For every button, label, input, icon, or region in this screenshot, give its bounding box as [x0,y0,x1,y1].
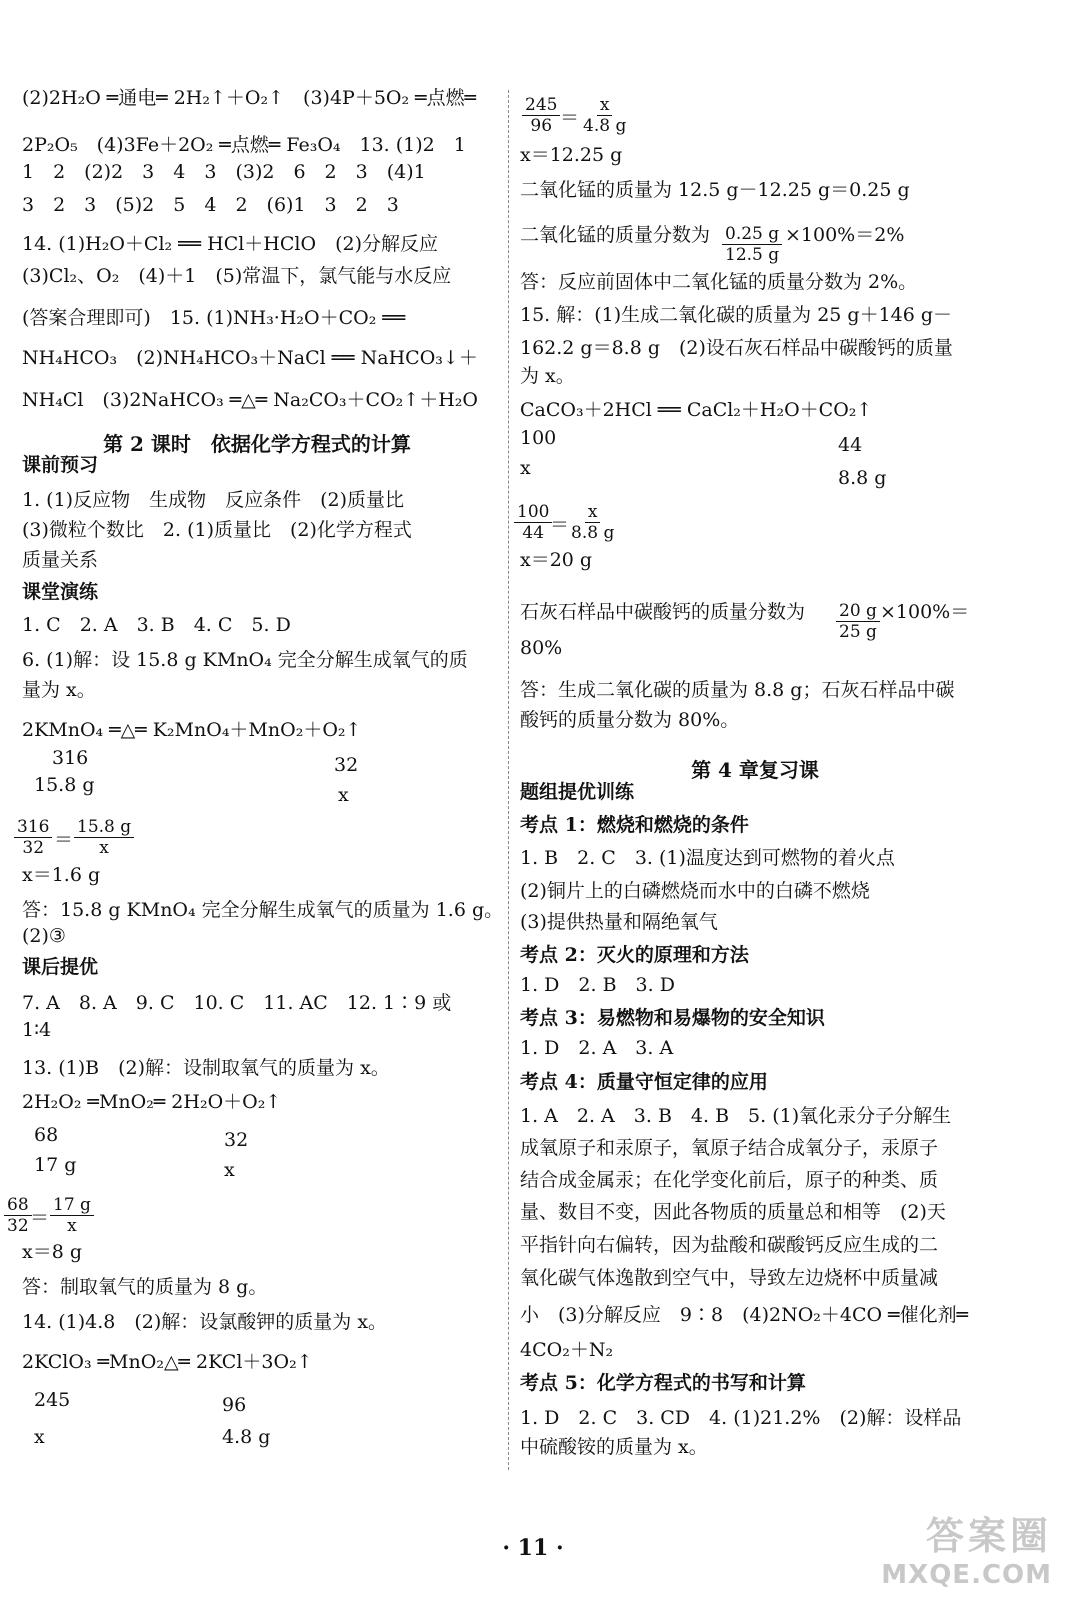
answer-line: 80% [520,637,563,659]
fraction-right [580,95,629,136]
answer-line: ×100%＝2% [785,224,905,246]
answer-line: 答：15.8 g KMnO₄ 完全分解生成氧气的质量为 1.6 g。 [22,899,504,921]
fraction-numerator: x [585,502,601,523]
answer-line: 2P₂O₅ (4)3Fe＋2O₂ ═点燃═ Fe₃O₄ 13. (1)2 1 [22,134,466,156]
answer-line: x＝8 g [22,1241,83,1263]
answer-line: 成氧原子和汞原子，氧原子结合成氧分子，汞原子 [520,1137,939,1159]
fraction-denominator: 32 [22,838,45,858]
fraction-left [4,1195,32,1236]
answer-line: 14. (1)H₂O＋Cl₂ ══ HCl＋HClO (2)分解反应 [22,233,438,255]
answer-line: 3 2 3 (5)2 5 4 2 (6)1 3 2 3 [22,194,399,216]
fraction-denominator: 8.8 g [571,523,615,543]
answer-line: x [34,1426,45,1448]
watermark-text-cn: 答案圈 [925,1514,1052,1558]
answer-line: CaCO₃＋2HCl ══ CaCl₂＋H₂O＋CO₂↑ [520,399,873,421]
answer-line: 1. D 2. A 3. A [520,1037,674,1059]
fraction-numerator: 15.8 g [74,817,134,838]
answer-line: 44 [838,434,863,456]
answer-line: 1∶4 [22,1019,52,1041]
fraction-right [568,502,617,543]
answer-line: 质量关系 [22,549,99,571]
equals-sign: ＝ [54,829,74,851]
section-heading: 课堂演练 [22,581,99,603]
answer-line: (2)③ [22,925,66,947]
answer-line: 68 [34,1124,59,1146]
section-heading: 课前预习 [22,454,99,476]
section-heading: 考点 3：易燃物和易爆物的安全知识 [520,1007,825,1029]
fraction-numerator: 0.25 g [722,224,782,245]
answer-line: 二氧化锰的质量分数为 [520,224,711,246]
answer-line: x＝12.25 g [520,144,623,166]
answer-line: 平指针向右偏转，因为盐酸和碳酸钙反应生成的二 [520,1234,939,1256]
answer-line: x [224,1159,235,1181]
fraction-numerator: 68 [4,1195,32,1216]
answer-line: 答：反应前固体中二氧化锰的质量分数为 2%。 [520,271,918,293]
section-heading: 考点 1：燃烧和燃烧的条件 [520,814,749,836]
fraction-numerator: 245 [522,95,560,116]
section-heading: 考点 5：化学方程式的书写和计算 [520,1372,806,1394]
answer-line: (3)微粒个数比 2. (1)质量比 (2)化学方程式 [22,519,412,541]
lesson-heading: 第 2 课时 依据化学方程式的计算 [103,432,411,456]
fraction-percentage [836,601,880,642]
section-heading: 考点 2：灭火的原理和方法 [520,944,749,966]
answer-line: 2H₂O₂ ═MnO₂═ 2H₂O＋O₂↑ [22,1091,282,1113]
section-heading: 题组提优训练 [520,781,635,803]
answer-line: 6. (1)解：设 15.8 g KMnO₄ 完全分解生成氧气的质 [22,649,468,671]
answer-line: 162.2 g＝8.8 g (2)设石灰石样品中碳酸钙的质量 [520,337,953,359]
fraction-numerator: 17 g [50,1195,94,1216]
answer-line: (3)Cl₂、O₂ (4)＋1 (5)常温下，氯气能与水反应 [22,265,452,287]
answer-line: 1. (1)反应物 生成物 反应条件 (2)质量比 [22,489,404,511]
fraction-left [522,95,560,136]
answer-line: NH₄Cl (3)2NaHCO₃ ═△═ Na₂CO₃＋CO₂↑＋H₂O [22,389,478,411]
fraction-denominator: 4.8 g [583,116,627,136]
section-heading: 考点 4：质量守恒定律的应用 [520,1071,768,1093]
answer-line: 答：制取氧气的质量为 8 g。 [22,1276,268,1298]
answer-line: 酸钙的质量分数为 80%。 [520,709,740,731]
fraction-denominator: 96 [530,116,553,136]
answer-line: 100 [520,427,557,449]
answer-line: x＝20 g [520,549,593,571]
answer-line: (答案合理即可) 15. (1)NH₃·H₂O＋CO₂ ══ [22,307,406,329]
answer-line: ×100%＝ [880,601,970,623]
fraction-numerator: 316 [14,817,52,838]
answer-line: 14. (1)4.8 (2)解：设氯酸钾的质量为 x。 [22,1311,388,1333]
fraction-left [514,502,552,543]
answer-line: 中硫酸铵的质量为 x。 [520,1436,708,1458]
answer-line: 96 [222,1394,247,1416]
answer-line: 245 [34,1389,71,1411]
answer-line: (3)提供热量和隔绝氧气 [520,911,718,933]
answer-line: 1. D 2. B 3. D [520,974,675,996]
answer-line: 4.8 g [222,1426,271,1448]
fraction-denominator: x [99,838,109,858]
answer-line: 2KClO₃ ═MnO₂△═ 2KCl＋3O₂↑ [22,1351,313,1373]
left-column [22,0,504,1500]
answer-line: x [520,457,531,479]
equals-sign: ＝ [30,1207,50,1229]
answer-line: x [338,784,349,806]
answer-line: 氧化碳气体逸散到空气中，导致左边烧杯中质量减 [520,1267,939,1289]
answer-line: 1. D 2. C 3. CD 4. (1)21.2% (2)解：设样品 [520,1407,962,1429]
answer-line: 答：生成二氧化碳的质量为 8.8 g；石灰石样品中碳 [520,679,955,701]
watermark-logo [881,1505,1052,1590]
fraction-denominator: 25 g [839,622,877,642]
answer-line: 8.8 g [838,467,887,489]
answer-line: (2)2H₂O ═通电═ 2H₂↑＋O₂↑ (3)4P＋5O₂ ═点燃═ [22,87,477,109]
fraction-numerator: 100 [514,502,552,523]
column-divider [508,90,509,1470]
fraction-denominator: 44 [522,523,545,543]
answer-line: 量为 x。 [22,679,96,701]
answer-line: 为 x。 [520,365,575,387]
fraction-right [50,1195,94,1236]
answer-line: 二氧化锰的质量为 12.5 g－12.25 g＝0.25 g [520,179,910,201]
fraction-right [74,817,134,858]
answer-line: 32 [334,754,359,776]
fraction-denominator: 32 [7,1216,29,1236]
answer-line: (2)铜片上的白磷燃烧而水中的白磷不燃烧 [520,880,870,902]
fraction-denominator: x [67,1216,77,1236]
answer-line: 13. (1)B (2)解：设制取氧气的质量为 x。 [22,1057,390,1079]
fraction-left [14,817,52,858]
answer-line: 15.8 g [34,774,95,796]
answer-line: 4CO₂＋N₂ [520,1339,614,1361]
chapter-review-heading: 第 4 章复习课 [691,758,819,782]
answer-line: 32 [224,1129,249,1151]
answer-line: 17 g [34,1154,77,1176]
equals-sign: ＝ [550,514,570,536]
section-heading: 课后提优 [22,956,99,978]
fraction-numerator: x [597,95,613,116]
answer-line: x＝1.6 g [22,864,101,886]
answer-line: 15. 解：(1)生成二氧化碳的质量为 25 g＋146 g－ [520,304,953,326]
fraction-manganese [722,224,782,265]
answer-line: 7. A 8. A 9. C 10. C 11. AC 12. 1∶9 或 [22,992,452,1014]
watermark-text-en: MXQE.COM [881,1560,1052,1590]
answer-line: 316 [52,747,89,769]
fraction-numerator: 20 g [836,601,880,622]
answer-line: 1 2 (2)2 3 4 3 (3)2 6 2 3 (4)1 [22,161,426,183]
answer-line: NH₄HCO₃ (2)NH₄HCO₃＋NaCl ══ NaHCO₃↓＋ [22,347,478,369]
answer-line: 1. C 2. A 3. B 4. C 5. D [22,614,291,636]
answer-line: 1. B 2. C 3. (1)温度达到可燃物的着火点 [520,847,895,869]
answer-line: 结合成金属汞；在化学变化前后，原子的种类、质 [520,1169,939,1191]
answer-line: 量、数目不变，因此各物质的质量总和相等 (2)天 [520,1201,946,1223]
page-number: · 11 · [502,1535,564,1561]
answer-line: 石灰石样品中碳酸钙的质量分数为 [520,601,806,623]
answer-line: 小 (3)分解反应 9∶8 (4)2NO₂＋4CO ═催化剂═ [520,1304,969,1326]
answer-line: 2KMnO₄ ═△═ K₂MnO₄＋MnO₂＋O₂↑ [22,719,362,741]
answer-line: 1. A 2. A 3. B 4. B 5. (1)氧化汞分子分解生 [520,1105,952,1127]
equals-sign: ＝ [560,107,580,129]
fraction-denominator: 12.5 g [725,245,780,265]
